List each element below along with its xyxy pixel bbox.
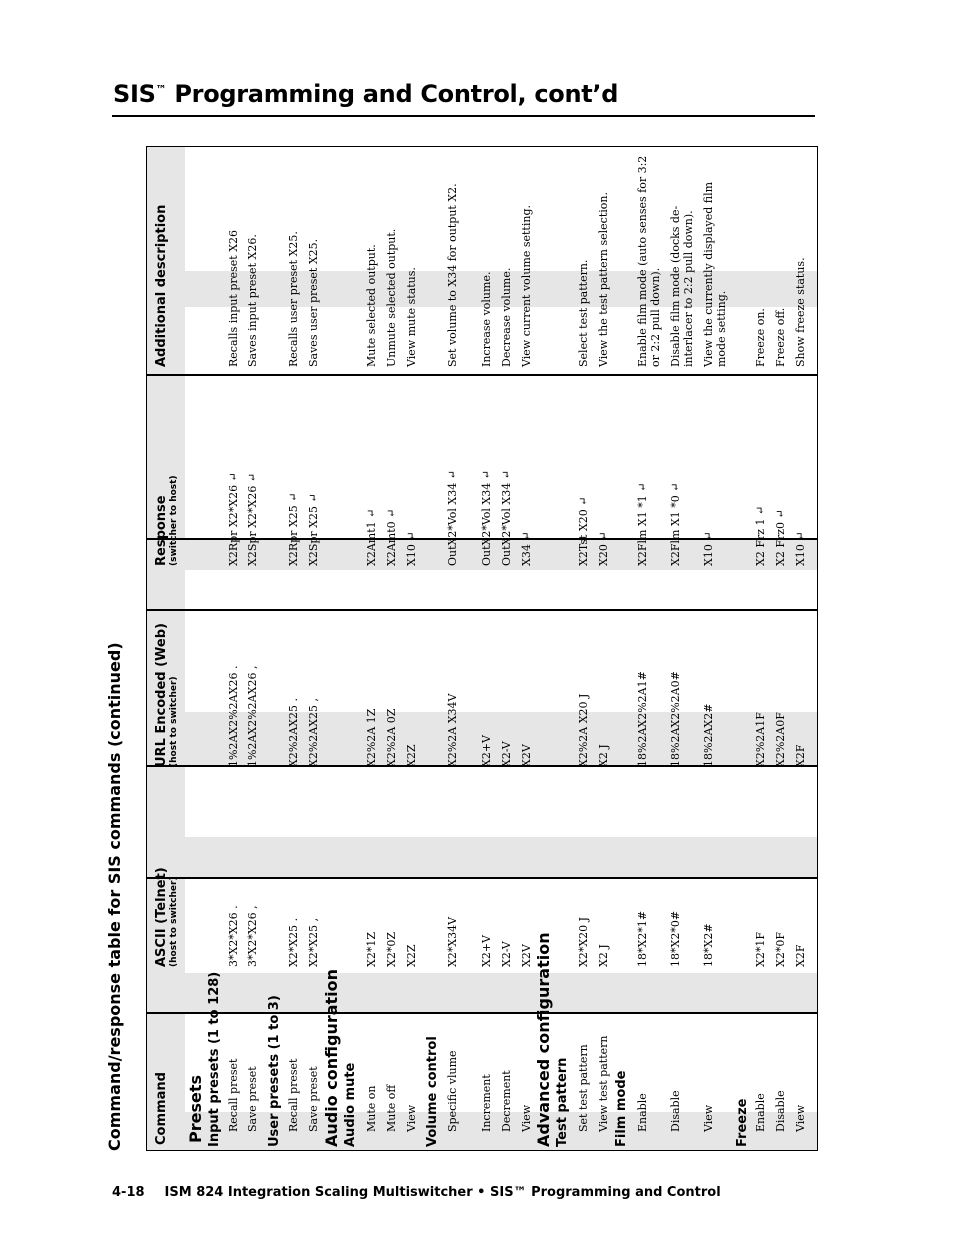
cell-description: Show freeze status. <box>794 257 807 367</box>
cell-url: X2F <box>794 744 807 767</box>
cell-url: X2 J <box>597 744 610 767</box>
cell-url: X2Z <box>405 744 418 767</box>
cell-description: View current volume setting. <box>520 205 533 367</box>
cell-url: X2%2AX25 , <box>307 697 320 767</box>
section-presets: Presets <box>186 1074 205 1143</box>
band-presets-user <box>147 973 817 1013</box>
band-audio-mute <box>147 837 817 878</box>
cell-description: Freeze off. <box>774 307 787 367</box>
cell-command: Save preset <box>246 1066 259 1132</box>
cell-response: X10 ↵ <box>794 531 807 566</box>
cell-command: View <box>702 1104 715 1132</box>
cell-response: X2 Frz0 ↵ <box>774 509 787 566</box>
cell-command: View <box>405 1104 418 1132</box>
subsection-user-presets: User presets (1 to 3) <box>267 995 282 1147</box>
command-table <box>146 146 818 1151</box>
cell-description: View the currently displayed film mode setting. <box>702 181 728 367</box>
cell-url: 18%2AX2%2A1# <box>636 671 649 767</box>
header-response: Response (switcher to host) <box>154 475 179 566</box>
cell-description: Decrease volume. <box>500 267 513 367</box>
header-description: Additional description <box>154 204 169 367</box>
cell-description: Saves user preset X25. <box>307 238 320 367</box>
cell-command: Disable <box>669 1090 682 1132</box>
cell-url: 1%2AX2%2AX26 , <box>246 665 259 767</box>
cell-command: Mute off <box>385 1084 398 1132</box>
cell-url: X2%2A0F <box>774 712 787 767</box>
cell-url: X2%2AX25 . <box>287 697 300 767</box>
cell-command: View <box>520 1104 533 1132</box>
subsection-freeze: Freeze <box>735 1098 750 1147</box>
cell-ascii: X2*X34V <box>446 916 459 967</box>
cell-response: X2Rpr X25 ↵ <box>287 492 300 566</box>
section-rule <box>147 1013 817 1015</box>
cell-ascii: X2+V <box>480 935 493 967</box>
cell-command: Disable <box>774 1090 787 1132</box>
cell-command: Recall preset <box>287 1058 300 1132</box>
cell-ascii: X2Z <box>405 944 418 967</box>
cell-command: Save preset <box>307 1066 320 1132</box>
cell-url: X2%2A 0Z <box>385 708 398 767</box>
cell-command: Set test pattern <box>577 1044 590 1132</box>
subsection-film-mode: Film mode <box>614 1070 629 1147</box>
cell-command: Specific vlume <box>446 1050 459 1132</box>
table-heading: Command/response table for SIS commands (continued) <box>105 642 124 1151</box>
footer-page-number: 4-18 <box>112 1185 145 1200</box>
cell-description: Unmute selected output. <box>385 228 398 367</box>
cell-description: Set volume to X34 for output X2. <box>446 183 459 367</box>
cell-command: Decrement <box>500 1070 513 1132</box>
cell-ascii: X2*X25 , <box>307 917 320 967</box>
section-rule <box>147 878 817 880</box>
section-rule <box>147 610 817 612</box>
cell-response: X2Flm X1 *0 ↵ <box>669 482 682 566</box>
cell-description: Increase volume. <box>480 271 493 367</box>
cell-command: Recall preset <box>227 1058 240 1132</box>
cell-ascii: X2-V <box>500 941 513 967</box>
cell-ascii: X2*X20 J <box>577 916 590 967</box>
cell-url: X2%2A1F <box>754 712 767 767</box>
subsection-volume: Volume control <box>425 1036 440 1147</box>
footer-text: ISM 824 Integration Scaling Multiswitcher • SIS™ Programming and Control <box>164 1185 721 1200</box>
cell-command: Enable <box>636 1093 649 1132</box>
section-audio: Audio configuration <box>322 968 341 1147</box>
cell-response: X2Amt0 ↵ <box>385 508 398 566</box>
cell-url: 1%2AX2%2AX26 . <box>227 665 240 767</box>
section-rule <box>147 375 817 377</box>
cell-response: OutX2*Vol X34 ↵ <box>446 470 459 566</box>
cell-ascii: X2*0Z <box>385 932 398 967</box>
cell-ascii: X2*X25 . <box>287 917 300 967</box>
cell-response: X2Amt1 ↵ <box>365 508 378 566</box>
cell-response: X10 ↵ <box>702 531 715 566</box>
header-ascii: ASCII (Telnet) (host to switcher) <box>154 867 179 967</box>
page-title: SIS™ Programming and Control, cont’d <box>113 80 619 108</box>
cell-command: View test pattern <box>597 1035 610 1132</box>
cell-command: Enable <box>754 1093 767 1132</box>
cell-ascii: 18*X2*0# <box>669 910 682 967</box>
cell-description: Saves input preset X26. <box>246 234 259 367</box>
cell-response: X2Tst X20 ↵ <box>577 496 590 566</box>
cell-response: X2Rpr X2*X26 ↵ <box>227 472 240 566</box>
cell-ascii: 18*X2# <box>702 923 715 967</box>
page-footer <box>112 1185 721 1200</box>
cell-response: OutX2*Vol X34 ↵ <box>480 470 493 566</box>
cell-response: X2Spr X2*X26 ↵ <box>246 472 259 566</box>
section-advanced: Advanced configuration <box>534 932 553 1147</box>
cell-ascii: X2F <box>794 944 807 967</box>
cell-command: View <box>794 1104 807 1132</box>
subsection-input-presets: Input presets (1 to 128) <box>207 971 222 1147</box>
cell-ascii: X2V <box>520 944 533 967</box>
cell-url: X2%2A X34V <box>446 693 459 767</box>
title-rule <box>112 115 815 117</box>
cell-ascii: X2*0F <box>774 932 787 967</box>
cell-response: X2Flm X1 *1 ↵ <box>636 482 649 566</box>
cell-description: Recalls input preset X26 <box>227 229 240 367</box>
cell-description: Mute selected output. <box>365 244 378 367</box>
cell-description: Enable film mode (auto senses for 3:2 or 2:2 pull down). <box>636 155 662 367</box>
cell-ascii: X2 J <box>597 944 610 967</box>
rotated-table-block <box>105 146 818 1151</box>
cell-url: X2%2A X20 J <box>577 693 590 767</box>
cell-response: X2Spr X25 ↵ <box>307 493 320 566</box>
cell-ascii: X2*1F <box>754 932 767 967</box>
cell-url: X2%2A 1Z <box>365 708 378 767</box>
subsection-audio-mute: Audio mute <box>343 1062 358 1147</box>
cell-description: Disable film mode (docks de-interlacer to 2:2 pull down). <box>669 205 695 367</box>
cell-ascii: X2*1Z <box>365 932 378 967</box>
cell-url: X2+V <box>480 735 493 767</box>
cell-description: Select test pattern. <box>577 259 590 367</box>
cell-command: Increment <box>480 1074 493 1132</box>
header-command: Command <box>154 1072 169 1145</box>
cell-response: X20 ↵ <box>597 531 610 566</box>
subsection-test-pattern: Test pattern <box>555 1057 570 1147</box>
cell-url: 18%2AX2%2A0# <box>669 671 682 767</box>
cell-description: View the test pattern selection. <box>597 192 610 367</box>
cell-response: X10 ↵ <box>405 531 418 566</box>
header-url: URL Encoded (Web) (host to switcher) <box>154 623 179 767</box>
cell-url: X2-V <box>500 741 513 767</box>
cell-url: 18%2AX2# <box>702 703 715 767</box>
cell-command: Mute on <box>365 1085 378 1132</box>
cell-description: View mute status. <box>405 267 418 367</box>
cell-ascii: 3*X2*X26 . <box>227 905 240 967</box>
cell-description: Recalls user preset X25. <box>287 231 300 367</box>
cell-response: X34 ↵ <box>520 531 533 566</box>
cell-url: X2V <box>520 744 533 767</box>
cell-description: Freeze on. <box>754 308 767 367</box>
cell-ascii: 18*X2*1# <box>636 910 649 967</box>
cell-response: OutX2*Vol X34 ↵ <box>500 470 513 566</box>
cell-response: X2 Frz 1 ↵ <box>754 505 767 566</box>
cell-ascii: 3*X2*X26 , <box>246 905 259 967</box>
